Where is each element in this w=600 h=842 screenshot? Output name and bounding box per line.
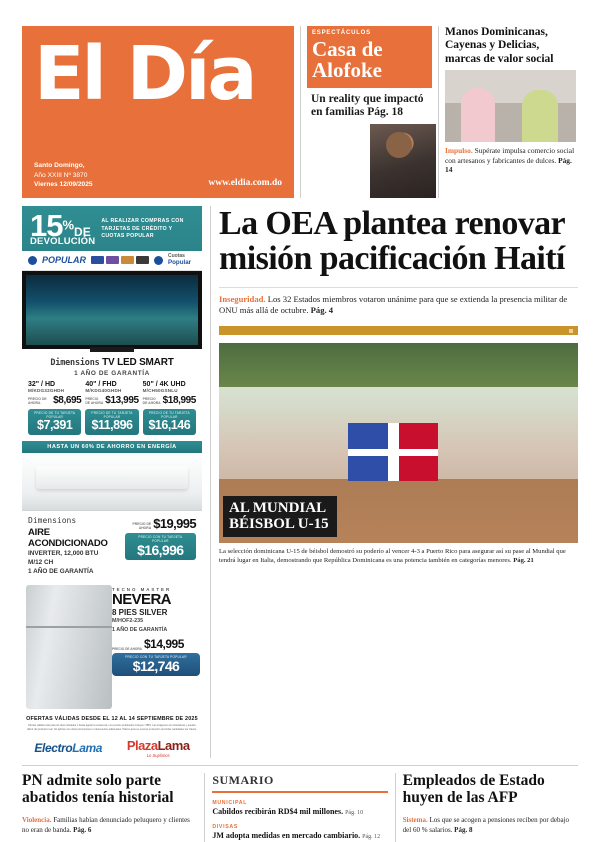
sumario-item[interactable] [212,800,387,818]
cuotas-line1: Cuotas [168,253,185,260]
ac-product-photo [22,453,202,511]
entertainment-headline: Casa de Alofoke [307,38,432,88]
bottom-story-left[interactable] [22,773,197,842]
tv-product-photo [22,271,202,349]
sumario-title: SUMARIO [212,773,387,793]
tv-old-label: PRECIO DE AHORA [85,397,104,406]
bottom-right-deck-kicker: Sistema. [402,816,428,825]
tv-offer-block[interactable] [22,349,202,441]
tv-new-label: PRECIO DE TU TARJETA POPULAR [34,410,76,419]
ac-energy-banner: HASTA UN 60% DE AHORRO EN ENERGÍA [22,441,202,453]
sports-label-line2: BÉISBOL U-15 [229,515,329,532]
ac-old-label: PRECIO DE AHORA [132,522,152,531]
entertainment-page: Pág. 18 [367,105,404,118]
fridge-old-price-wrap [112,637,200,651]
promo-devolucion-label: DEVOLUCIÓN [30,236,96,248]
sumario-item-headline: JM adopta medidas en mercado cambiario. [212,831,361,841]
tv-warranty: 1 AÑO DE GARANTÍA [74,369,150,377]
offer-validity-text: OFERTAS VÁLIDAS DESDE EL 12 AL 14 SEPTIEMBRE DE 2025 [26,716,198,723]
entertainment-deck [307,88,432,119]
brands-teaser[interactable] [438,26,576,198]
plazalama-logo-text [127,738,190,753]
top-section [22,26,578,198]
tv-new-price: $7,391 [37,417,73,432]
plazalama-tagline: Lo Suplimos [146,752,170,758]
sports-photo[interactable] [219,343,578,543]
promo-percent-value: 15 [30,208,63,243]
cuotas-logo-icon [154,256,163,265]
entertainment-teaser[interactable] [300,26,432,198]
tv-size: 40" / FHD [85,380,117,388]
tv-old-label: PRECIO DE AHORA [142,397,161,406]
promo-terms: AL REALIZAR COMPRAS CON TARJETAS DE CRÉDITO Y CUOTAS POPULAR [101,217,184,240]
bottom-left-page: Pág. 6 [73,826,92,835]
bottom-left-deck-kicker: Violencia. [22,816,52,825]
sumario-item-text [212,831,387,842]
sports-caption [219,547,578,565]
tv-offer-item[interactable] [85,381,138,435]
fridge-old-price: $14,995 [144,636,184,651]
tv-offer-item[interactable] [143,381,196,435]
card-icon-blue [91,256,104,264]
tv-model: M/CH50GSNLU [142,387,178,393]
tv-new-price-badge [143,409,196,435]
electrolama-logo[interactable] [34,741,102,755]
bottom-right-page: Pág. 8 [454,826,473,835]
newspaper-logo: El Día [34,31,255,117]
fridge-product-photo [26,585,112,709]
bottom-right-deck [403,816,578,836]
fridge-new-price: $12,746 [132,657,180,674]
entertainment-photo [370,124,436,198]
plazalama-logo-part2: Lama [157,737,190,753]
plazalama-logo[interactable] [127,738,190,758]
tv-offer-item[interactable] [28,381,81,435]
popular-bank-label: POPULAR [42,255,87,266]
cuotas-popular-label [168,254,191,266]
brands-photo [445,70,576,142]
tv-old-label: PRECIO DE AHORA [28,397,47,406]
brands-caption-lead: Impulso. [445,145,473,155]
tv-model: M/KDG32GHDH [28,387,65,393]
fridge-brand: TECNO MASTER [112,587,172,593]
brands-headline: Manos Dominicanas, Cayenas y Delicias, marcas de valor social [445,26,554,65]
fridge-spec-1: M/HOF2-235 [112,618,144,625]
fridge-offer-block[interactable] [22,581,202,713]
tv-new-price: $16,146 [148,417,191,432]
fridge-subtitle: 8 PIES SILVER [112,608,168,618]
masthead-website-url[interactable]: www.eldia.com.do [208,178,282,188]
sumario-box [204,773,395,842]
tv-size: 50" / 4K UHD [142,380,186,388]
electrolama-logo-part2: Lama [72,740,103,755]
tv-brand: Dimensions [50,357,100,368]
tv-old-price-wrap [85,395,138,406]
popular-logo-icon [28,256,37,265]
tv-new-price-badge [85,409,138,435]
card-icon-gold [121,256,134,264]
ac-title: AIRE ACONDICIONADO [28,526,108,549]
promo-de-label: DE [74,225,91,239]
section-divider-bar [219,326,578,335]
tv-new-label: PRECIO DE TU TARJETA POPULAR [148,410,190,419]
popular-promo-banner [22,206,202,251]
cuotas-line2: Popular [168,258,192,266]
bottom-left-deck [22,816,197,836]
ac-old-price: $19,995 [153,515,196,531]
ac-old-price-wrap [125,516,196,531]
ac-new-label: PRECIO CON TU TARJETA POPULAR [138,534,183,543]
tv-new-price: $11,896 [91,417,133,432]
ac-info [28,516,125,577]
brands-caption-text: Supérate impulsa comercio social con artesanos y fabricantes de dulces. [445,145,575,165]
brands-caption [445,142,576,175]
sumario-item-kicker: MUNICIPAL [212,799,248,806]
entertainment-kicker: ESPECTÁCULOS [307,26,432,38]
sports-label-badge [223,496,337,537]
masthead-edition: Año XXIII Nº 3870 [34,171,88,179]
bottom-story-right[interactable] [403,773,578,842]
bank-brand-strip [22,251,202,270]
electrolama-logo-part1: Electro [34,740,73,755]
middle-section [22,206,578,758]
fridge-old-label: PRECIO DE AHORA [112,646,142,651]
tv-old-price: $8,695 [53,394,82,406]
tv-title: TV LED SMART [102,356,174,368]
lead-deck [219,287,578,317]
fridge-spec-2: 1 AÑO DE GARANTÍA [112,626,168,633]
editorial-column [210,206,578,758]
sports-caption-text: La selección dominicana U-15 de béisbol demostró su poderío al vencer 4-3 a Puerto Rico para asegurar así su pase al Mundial que tendrá lugar en Italia, demostrando que República Dominicana es una potencia también en categorías menores. [219,548,566,565]
ac-offer-block[interactable] [22,511,202,582]
masthead-city: Santo Domingo, [34,162,85,170]
lead-headline[interactable]: La OEA plantea renovar misión pacificación Haití [219,205,565,278]
tv-new-label: PRECIO DE TU TARJETA POPULAR [91,410,133,419]
fridge-info [112,587,200,676]
promo-percent-symbol: % [62,217,75,233]
entertainment-deck-text: Un reality que impactó en familias [311,93,424,118]
ac-spec-1: INVERTER, 12,000 BTU [28,549,99,557]
bottom-left-headline: PN admite solo parte abatidos tenía historial [22,771,174,806]
tv-old-price-wrap [28,395,81,406]
card-icon-purple [106,256,119,264]
lead-deck-text: Los 32 Estados miembros votaron unánime para que se extienda la presencia militar de ONU más allá de octubre. [219,293,568,316]
sports-page: Pág. 21 [513,557,534,565]
tv-size: 32" / HD [28,380,56,388]
brands-page: Pág. 14 [445,155,572,175]
offer-legal-text: Ofertas válidas sólo para los días indicados o hasta agotar la existencia. Los precios publicados incluyen ITBIS. Las imágenes son ilustrativas y pueden diferir del producto real. No aplican con otras promociones ni descuentos adicionales. Plaza Lama se reserva el derecho de limitar cantidades por cliente. [27,724,197,732]
bottom-right-headline: Empleados de Estado huyen de las AFP [402,771,545,806]
bottom-left-deck-text: Familias habían denunciado peluquero y clientes no eran de banda. [22,816,190,835]
sports-label-line1: AL MUNDIAL [229,499,327,516]
entertainment-body [307,88,432,198]
fridge-title: NEVERA [112,591,171,609]
ac-brand: Dimensions [28,515,77,525]
fridge-new-label: PRECIO CON TU TARJETA POPULAR [125,654,187,659]
ac-new-price: $16,996 [137,541,184,558]
tv-old-price: $13,995 [105,394,139,406]
masthead-date: Viernes 12/09/2025 [34,181,93,189]
credit-card-icons [91,256,149,264]
sumario-item-page: Pág. 10 [345,809,364,816]
tv-old-price: $18,995 [162,394,196,406]
ac-new-price-badge [125,533,196,561]
tv-brand-title [28,357,196,368]
bottom-right-deck-text: Los que se acogen a pensiones reciben por debajo del 60 % salarios. [402,816,570,835]
ac-prices [125,516,196,561]
tv-old-price-wrap [143,395,196,406]
lead-deck-kicker: Inseguridad. [219,293,266,304]
advertisement-column[interactable] [22,206,202,758]
masthead-dateline [34,161,93,190]
card-icon-black [136,256,149,264]
promo-percent-block [30,208,96,248]
tv-price-row [28,381,196,435]
ac-spec-3: 1 AÑO DE GARANTÍA [28,568,94,576]
masthead [22,26,294,198]
ac-spec-2: M/12 CH [28,558,54,566]
fridge-new-price-badge [112,653,200,677]
plazalama-logo-part1: Plaza [126,737,158,753]
dominican-flag [348,423,438,481]
store-logos [22,738,202,758]
lead-page: Pág. 4 [310,305,334,316]
sumario-item-text [212,807,387,818]
sumario-item-kicker: DIVISAS [212,824,238,831]
sumario-item-page: Pág. 12 [362,834,381,841]
masthead-footer [34,161,282,190]
tv-model: M/KDG40GHDH [85,387,122,393]
tv-new-price-badge [28,409,81,435]
sumario-item-headline: Cabildos recibirán RD$4 mil millones. [212,806,344,816]
sumario-item[interactable] [212,824,387,842]
bottom-section [22,765,578,842]
